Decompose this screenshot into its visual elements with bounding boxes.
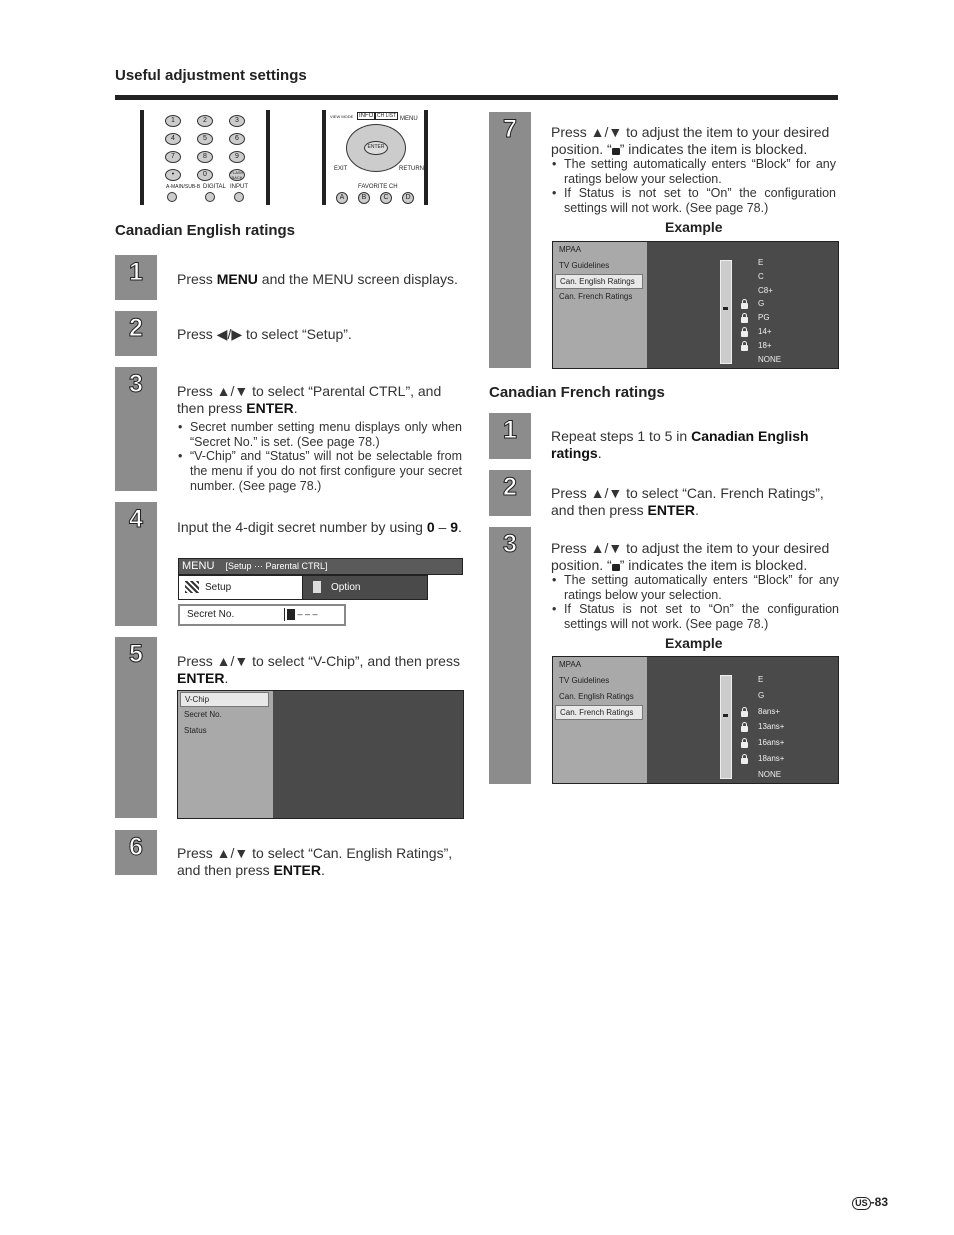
french-example-label: Example [665, 635, 723, 651]
header-rule [115, 95, 838, 100]
step-3-bullet-2: • “V-Chip” and “Status” will not be selectable from the menu if you do not first configure your secret number. (See page 78.) [178, 449, 462, 494]
label-return: RETURN [399, 166, 424, 172]
en-menu-mpaa[interactable]: MPAA [559, 245, 582, 254]
step-3-bullet-1: • Secret number setting menu displays only when “Secret No.” is set. (See page 78.) [178, 420, 462, 450]
label-digital: DIGITAL [203, 184, 226, 190]
french-ratings-screen [552, 656, 839, 784]
option-label: Option [331, 582, 361, 593]
secret-no-row[interactable] [178, 604, 346, 626]
label-info: INFO [359, 113, 374, 119]
label-input: INPUT [230, 184, 248, 190]
key-7: 7 [165, 151, 181, 163]
fr-lock-icon [741, 726, 748, 732]
step-3-number: 3 [129, 370, 143, 398]
step-5-number: 5 [129, 640, 143, 668]
remote-keypad-illustration [140, 110, 270, 205]
en-rating-item[interactable]: E [758, 258, 764, 267]
fr-step-3-bullet-2: • If Status is not set to “On” the configuration settings will not work. (See page 78.) [552, 602, 839, 632]
key-flashback: FLASH BACK [230, 170, 244, 180]
key-6: 6 [229, 133, 245, 145]
key-digital [205, 192, 215, 202]
en-lock-icon [741, 331, 748, 337]
lock-icon [612, 148, 620, 155]
page-section-header: Useful adjustment settings [115, 67, 307, 84]
label-ab: A-MAIN/SUB-B [166, 184, 201, 190]
fr-rating-item[interactable]: G [758, 690, 765, 700]
remote-navigation-illustration [322, 110, 428, 205]
setup-icon [185, 581, 199, 593]
fr-rating-item[interactable]: 16ans+ [758, 738, 785, 748]
en-rating-item[interactable]: G [758, 299, 765, 309]
menu-tab-setup[interactable] [178, 575, 303, 600]
fr-menu-can-french[interactable]: Can. French Ratings [555, 705, 643, 720]
fr-step-3-number: 3 [503, 530, 517, 558]
fr-step-1-number: 1 [503, 416, 517, 444]
key-b: B [358, 192, 370, 204]
step-2-number: 2 [129, 314, 143, 342]
key-0: 0 [197, 169, 213, 181]
en-rating-item[interactable]: C [758, 271, 764, 281]
label-view-mode: VIEW MODE [330, 114, 354, 119]
key-9: 9 [229, 151, 245, 163]
vchip-item-secret[interactable]: Secret No. [184, 710, 222, 719]
key-a: A [336, 192, 348, 204]
menu-title-bar [178, 558, 463, 575]
step-7-bar [489, 112, 531, 368]
en-rating-item[interactable]: C8+ [758, 285, 773, 295]
key-ab [167, 192, 177, 202]
french-ratings-slider[interactable] [720, 675, 732, 779]
key-2: 2 [197, 115, 213, 127]
secret-no-label: Secret No. [187, 609, 235, 620]
key-enter: ENTER [364, 141, 388, 155]
fr-rating-item[interactable]: E [758, 675, 764, 684]
menu-title: MENU [182, 560, 215, 572]
step-6-number: 6 [129, 833, 143, 861]
fr-lock-icon [741, 758, 748, 764]
step-6-text: Press ▲/▼ to select “Can. English Ratings”, and then press ENTER. [177, 845, 453, 878]
fr-step-3-bar [489, 527, 531, 784]
slider-knob [723, 714, 728, 717]
key-4: 4 [165, 133, 181, 145]
key-c: C [380, 192, 392, 204]
en-menu-tv-guidelines[interactable]: TV Guidelines [559, 261, 610, 270]
en-menu-can-french[interactable]: Can. French Ratings [559, 292, 633, 301]
fr-lock-icon [741, 742, 748, 748]
secret-no-input[interactable] [284, 608, 339, 621]
en-rating-item[interactable]: PG [758, 313, 770, 323]
fr-step-2-text: Press ▲/▼ to select “Can. French Ratings”, and then press ENTER. [551, 485, 824, 518]
key-d: D [402, 192, 414, 204]
step-7-text: Press ▲/▼ to adjust the item to your desired position. “ ” indicates the item is blocked. [551, 124, 830, 157]
step-4-text: Input the 4-digit secret number by using 0 – 9. [177, 519, 462, 535]
vchip-item-status[interactable]: Status [184, 726, 207, 735]
page-number-text: -83 [870, 1195, 888, 1209]
label-favorite-ch: FAVORITE CH [358, 184, 398, 190]
section-title-french: Canadian French ratings [489, 384, 665, 401]
key-8: 8 [197, 151, 213, 163]
page-number [852, 1195, 888, 1210]
fr-rating-item[interactable]: 13ans+ [758, 722, 785, 732]
lock-icon [612, 564, 620, 571]
en-rating-item[interactable]: NONE [758, 354, 782, 364]
fr-step-2-number: 2 [503, 473, 517, 501]
fr-lock-icon [741, 711, 748, 717]
en-rating-item[interactable]: 14+ [758, 327, 772, 336]
english-example-label: Example [665, 219, 723, 235]
setup-label: Setup [205, 582, 232, 593]
fr-step-1-text: Repeat steps 1 to 5 in Canadian English ratings. [551, 428, 809, 461]
key-input [234, 192, 244, 202]
vchip-item-vchip[interactable]: V-Chip [180, 692, 269, 707]
step-2-text: Press ◀/▶ to select “Setup”. [177, 326, 352, 342]
en-lock-icon [741, 345, 748, 351]
secret-dashes: – – – [297, 609, 318, 619]
key-3: 3 [229, 115, 245, 127]
english-ratings-screen [552, 241, 839, 369]
en-lock-icon [741, 317, 748, 323]
fr-step-3-text: Press ▲/▼ to adjust the item to your desired position. “ ” indicates the item is blocked. [551, 540, 830, 573]
region-badge: US [852, 1197, 871, 1210]
step-1-number: 1 [129, 258, 143, 286]
step-7-bullet-2: • If Status is not set to “On” the configuration settings will not work. (See page 78.) [552, 186, 836, 216]
slider-knob [723, 307, 728, 310]
section-title-english: Canadian English ratings [115, 222, 296, 239]
fr-menu-can-english[interactable]: Can. English Ratings [559, 692, 634, 701]
en-rating-item[interactable]: 18+ [758, 340, 772, 350]
step-7-bullet-1: • The setting automatically enters “Block” for any ratings below your selection. [552, 157, 836, 187]
key-dot: • [165, 169, 181, 181]
step-1-text: Press MENU and the MENU screen displays. [177, 271, 458, 287]
fr-rating-item[interactable]: 8ans+ [758, 706, 781, 716]
step-3-text: Press ▲/▼ to select “Parental CTRL”, and then press ENTER. [177, 383, 442, 416]
fr-menu-mpaa[interactable]: MPAA [559, 660, 582, 669]
fr-rating-item[interactable]: NONE [758, 769, 782, 779]
label-menu: MENU [400, 116, 418, 122]
key-5: 5 [197, 133, 213, 145]
step-5-text: Press ▲/▼ to select “V-Chip”, and then press ENTER. [177, 653, 460, 686]
fr-menu-tv-guidelines[interactable]: TV Guidelines [559, 676, 610, 685]
step-7-number: 7 [503, 115, 517, 143]
english-ratings-slider[interactable] [720, 260, 732, 364]
menu-path: [Setup ··· Parental CTRL] [225, 561, 328, 571]
menu-screen-secret [178, 558, 463, 626]
option-icon [313, 581, 321, 593]
label-ch-list: CH LIST [377, 113, 397, 119]
label-exit: EXIT [334, 166, 348, 172]
en-lock-icon [741, 303, 748, 309]
en-menu-can-english[interactable]: Can. English Ratings [555, 274, 643, 289]
menu-tab-option[interactable] [302, 575, 428, 600]
secret-cursor [287, 609, 295, 620]
step-4-number: 4 [129, 505, 143, 533]
key-1: 1 [165, 115, 181, 127]
vchip-screen [177, 690, 464, 819]
fr-step-3-bullet-1: • The setting automatically enters “Block” for any ratings below your selection. [552, 573, 839, 603]
fr-rating-item[interactable]: 18ans+ [758, 754, 785, 763]
